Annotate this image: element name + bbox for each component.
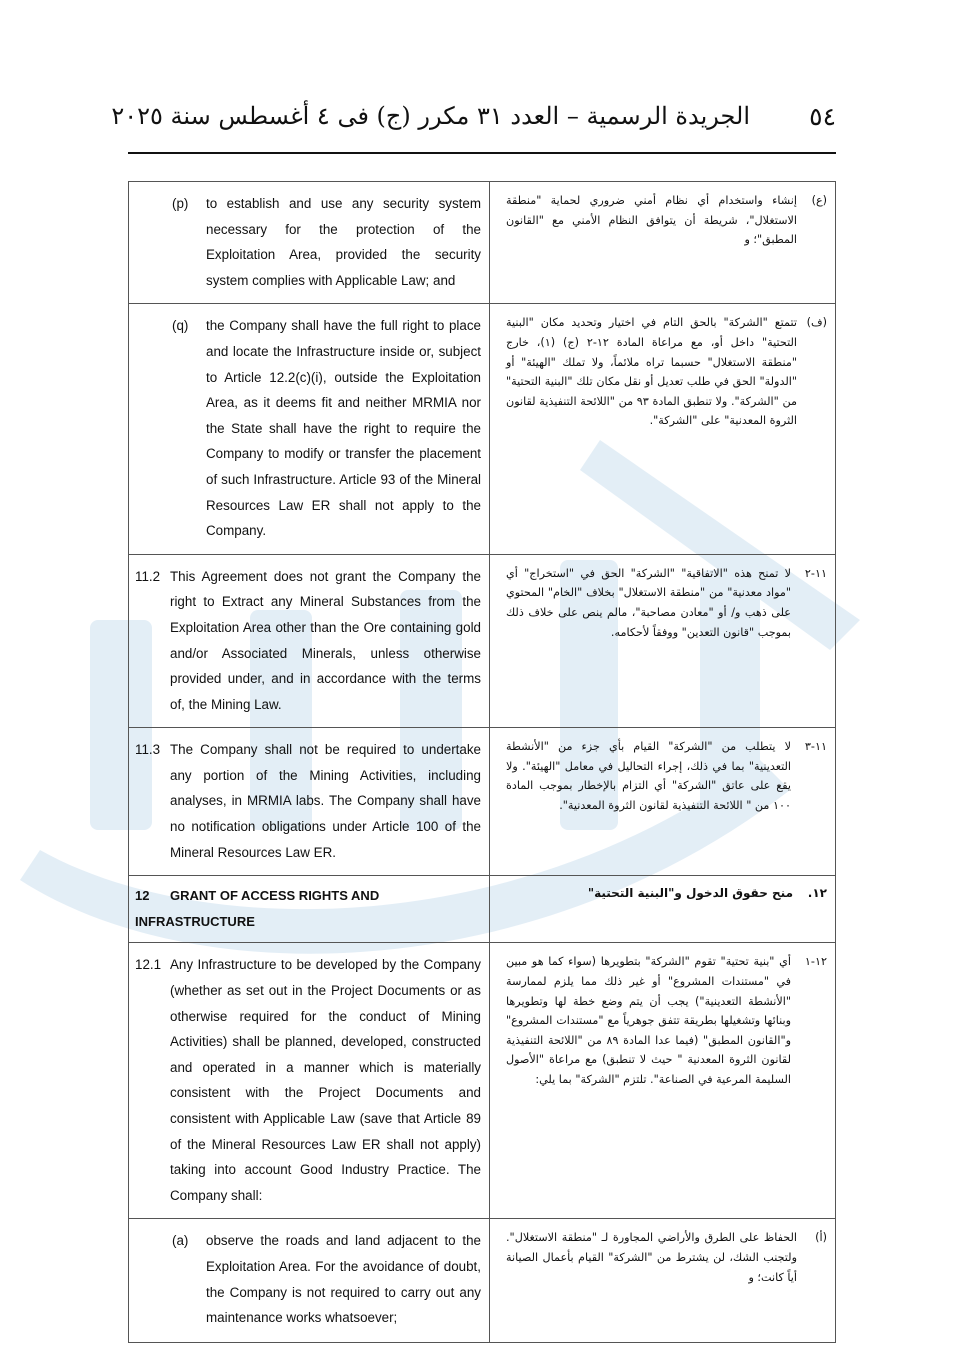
clause-text-ar: الحفاظ على الطرق والأراضي المجاورة لـ "منطقة الاستغلال". ولتجنب الشك، لن يشترط من "الشركة" القيام بأعمال الصيانة أياً كانت؛ و xyxy=(506,1231,797,1284)
table-row xyxy=(129,1219,836,1343)
clause-number-ar: ١١-٣ xyxy=(804,740,827,754)
clause-number-ar: (ع) xyxy=(811,194,827,207)
clause-text: to establish and use any security system necessary for the protection of the Exploitation Area, provided the security system complies with Applicable Law; and xyxy=(206,196,481,288)
arabic-cell xyxy=(490,1219,836,1343)
clause-number-ar: ١٢-١ xyxy=(804,955,827,969)
arabic-cell xyxy=(490,943,836,1219)
clause-number: (q) xyxy=(172,318,189,334)
arabic-cell xyxy=(490,876,836,943)
clause-text-ar: لا يتطلب من "الشركة" القيام بأي جزء من "الأنشطة التعدينية" بما في ذلك، إجراء التحاليل في معامل "الهيئة". ولا يقع على عاتق "الشركة" أي التزام بالإخطار بموجب المادة ١٠٠ من " اللائحة التنفيذية لقانون الثروة المعدنية". xyxy=(506,740,791,813)
clause-number-ar: (ف) xyxy=(806,316,827,330)
clause-number: 11.3 xyxy=(135,742,161,758)
clause-number: 11.2 xyxy=(135,568,161,584)
page-number: ٥٤ xyxy=(809,102,836,131)
table-row xyxy=(129,728,836,876)
section-heading-row xyxy=(129,876,836,943)
clause-text-ar: إنشاء واستخدام أي نظام أمني ضروري لحماية "منطقة الاستغلال"، شريطة أن يتوافق النظام الأمني مع "القانون المطبق"؛ و xyxy=(506,194,797,247)
page-header xyxy=(111,100,836,140)
clause-text: The Company shall not be required to undertake any portion of the Mining Activities, including analyses, in MRMIA labs. The Company shall have no notification obligations under Article 100 of the Mineral Resources Law ER. xyxy=(170,742,481,860)
english-cell xyxy=(129,1219,490,1343)
english-cell xyxy=(129,554,490,728)
section-title-ar: منح حقوق الدخول و"البنية التحتية" xyxy=(587,886,793,901)
arabic-cell xyxy=(490,728,836,876)
clause-text: This Agreement does not grant the Company the right to Extract any Mineral Substances from the Exploitation Area other than the Ore containing gold and/or Associated Minerals, unless otherwise provided under, and in accordance with the terms of, the Mining Law. xyxy=(170,568,481,712)
section-title: GRANT OF ACCESS RIGHTS AND INFRASTRUCTURE xyxy=(135,888,380,929)
clause-number-ar: ١١-٢ xyxy=(804,566,827,580)
english-cell xyxy=(129,876,490,943)
table-row xyxy=(129,554,836,728)
clause-text: Any Infrastructure to be developed by the Company (whether as set out in the Project Documents or as otherwise required for the conduct of Mining Activities) shall be planned, developed, constructed and operated in a manner which is materially consistent with the Project Documents and consistent with Applicable Law (save that Article 89 of the Mineral Resources Law ER shall not apply) taking into account Good Industry Practice. The Company shall: xyxy=(170,957,481,1203)
english-cell xyxy=(129,304,490,554)
clause-number: (a) xyxy=(172,1233,189,1249)
agreement-table xyxy=(128,181,836,1343)
clause-text-ar: تتمتع "الشركة" بالحق التام في اختيار وتحديد مكان "البنية التحتية" داخل أو، مع مراعاة المادة ١٢-٢ (ج) (١)، خارج "منطقة الاستغلال" حسبما تراه ملائماً، ولا تملك "الهيئة" أو "الدولة" الحق في طلب تعديل أو نقل مكان تلك "البنية التحتية" من "الشركة". ولا تنطبق المادة ٩٣ من "اللائحة التنفيذية لقانون الثروة المعدنية" على "الشركة". xyxy=(506,316,797,428)
arabic-cell xyxy=(490,182,836,304)
section-number: 12 xyxy=(135,888,150,904)
section-number-ar: ١٢. xyxy=(807,886,827,901)
table-row xyxy=(129,304,836,554)
clause-text-ar: أي "بنية تحتية" تقوم "الشركة" بتطويرها (سواء كما هو مبين في "مستندات المشروع" أو غير ذلك مما يلزم لممارسة "الأنشطة التعدينية") يجب أن يتم وضع خطة لها وتطويرها وبنائها وتشغيلها بطريقة تتفق جوهرياً مع "مستندات المشروع" و"القانون المطبق" (فيما عدا المادة ٨٩ من "اللائحة التنفيذية لقانون الثروة المعدنية " حيث لا تنطبق) مع مراعاة "الأصول السليمة المرعية في الصناعة". تلتزم "الشركة" بما يلي: xyxy=(506,955,791,1086)
table-row xyxy=(129,943,836,1219)
arabic-cell xyxy=(490,554,836,728)
english-cell xyxy=(129,943,490,1219)
clause-number: (p) xyxy=(172,196,189,211)
english-cell xyxy=(129,182,490,304)
english-cell xyxy=(129,728,490,876)
clause-text-ar: لا تمنح هذه "الاتفاقية" "الشركة" الحق في "استخراج" أي "مواد معدنية" من "منطقة الاستغلال" بخلاف "الخام" المحتوي على ذهب و/ أو "معادن مصاحبة"، مالم ينص على خلاف ذلك بموجب "قانون التعدين" ووفقاً لأحكامه. xyxy=(506,566,791,639)
clause-number-ar: (أ) xyxy=(815,1231,827,1245)
arabic-cell xyxy=(490,304,836,554)
clause-text: observe the roads and land adjacent to the Exploitation Area. For the avoidance of doubt, the Company is not required to carry out any maintenance works whatsoever; xyxy=(206,1233,481,1326)
clause-text: the Company shall have the full right to place and locate the Infrastructure inside or, subject to Article 12.2(c)(i), outside the Exploitation Area, as it deems fit and neither MRMIA nor the State shall have the right to require the Company to modify or transfer the placement of such Infrastructure. Article 93 of the Mineral Resources Law ER shall not apply to the Company. xyxy=(206,318,481,539)
header-rule xyxy=(128,152,836,154)
clause-number: 12.1 xyxy=(135,957,162,973)
table-row xyxy=(129,182,836,304)
gazette-title: الجريدة الرسمية – العدد ٣١ مكرر (ج) فى ٤ أغسطس سنة ٢٠٢٥ xyxy=(111,102,750,130)
